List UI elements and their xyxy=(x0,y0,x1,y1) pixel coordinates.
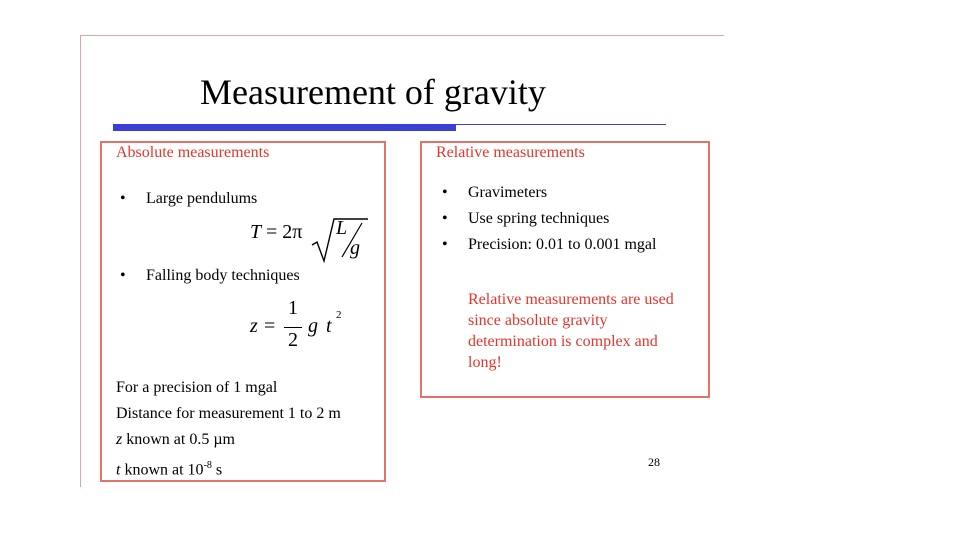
relative-measurements-box xyxy=(420,141,710,398)
bullet-icon: • xyxy=(120,267,126,284)
equation-numerator: L xyxy=(336,217,348,239)
relative-heading: Relative measurements xyxy=(436,144,585,161)
slide-frame-left xyxy=(80,35,81,487)
equation-denominator: g xyxy=(350,237,360,259)
precision-line: For a precision of 1 mgal xyxy=(116,379,278,396)
slide-number: 28 xyxy=(648,455,660,469)
variable-z: z xyxy=(116,431,123,448)
bullet-icon: • xyxy=(442,236,448,253)
equation-equals: = 2π xyxy=(266,221,303,243)
absolute-heading: Absolute measurements xyxy=(116,144,270,161)
bullet-text: Falling body techniques xyxy=(146,267,300,284)
equation-lhs: T xyxy=(250,221,262,243)
t-known-unit: s xyxy=(211,461,223,479)
equation-t: t xyxy=(326,315,332,337)
bullet-text: Large pendulums xyxy=(146,190,258,207)
equation-lhs: z xyxy=(250,315,258,337)
title-underline xyxy=(456,124,666,125)
bullet-icon: • xyxy=(442,184,448,201)
pendulum-equation xyxy=(250,217,380,267)
fraction-bar xyxy=(284,327,302,328)
bullet-text: Precision: 0.01 to 0.001 mgal xyxy=(468,236,657,253)
t-known-exponent: -8 xyxy=(203,460,212,471)
equation-g: g xyxy=(308,315,318,337)
bullet-icon: • xyxy=(120,190,126,207)
note-line: Relative measurements are used xyxy=(468,291,674,308)
fraction-numerator: 1 xyxy=(288,297,298,319)
note-line: long! xyxy=(468,354,502,371)
slide-frame-top xyxy=(80,35,724,36)
note-line: since absolute gravity xyxy=(468,312,608,329)
title-accent-bar xyxy=(113,124,456,131)
z-known-text: known at 0.5 µm xyxy=(122,431,235,448)
distance-line: Distance for measurement 1 to 2 m xyxy=(116,405,341,422)
bullet-text: Gravimeters xyxy=(468,184,548,201)
equation-exponent: 2 xyxy=(336,309,342,321)
absolute-measurements-box xyxy=(100,141,386,482)
note-line: determination is complex and xyxy=(468,333,658,350)
variable-t: t xyxy=(116,461,121,479)
t-known-text: known at 10 xyxy=(120,461,204,479)
equation-equals: = xyxy=(264,315,276,337)
falling-body-equation xyxy=(250,297,360,357)
bullet-text: Use spring techniques xyxy=(468,210,610,227)
t-known-line xyxy=(116,456,222,480)
fraction-denominator: 2 xyxy=(288,329,298,351)
slide-title: Measurement of gravity xyxy=(200,72,546,112)
z-known-line xyxy=(116,430,235,450)
bullet-icon: • xyxy=(442,210,448,227)
relative-note xyxy=(468,289,708,373)
